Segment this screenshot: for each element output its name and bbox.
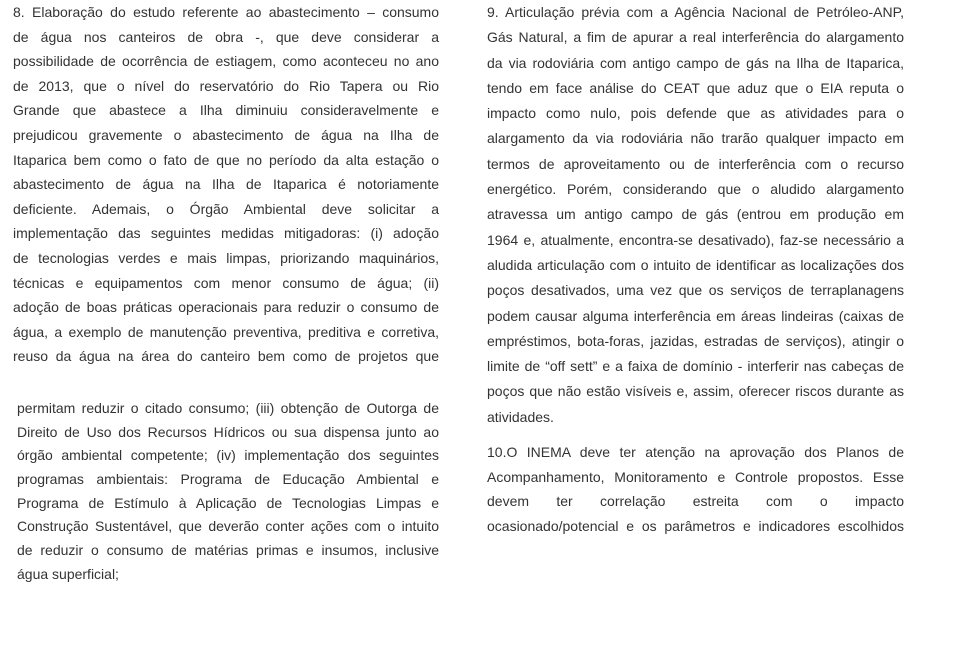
text-line: 10.O INEMA deve ter atenção na aprovação dos Planos de xyxy=(487,444,904,461)
text-line: Programa de Estímulo à Aplicação de Tecnologias Limpas e xyxy=(17,494,439,511)
text-line: ocasionado/potencial e os parâmetros e indicadores escolhidos xyxy=(487,518,904,535)
text-line: órgão ambiental competente; (iv) implementação dos seguintes xyxy=(17,447,439,464)
text-line: atravessa um antigo campo de gás (entrou em produção em xyxy=(487,206,904,223)
text-line: de água nos canteiros de obra -, que deve considerar a xyxy=(13,28,439,45)
text-line: alargamento da via rodoviária não trarão qualquer impacto em xyxy=(487,130,904,147)
paragraph-10 xyxy=(487,440,904,539)
text-line: devem ter correlação estreita com o impacto xyxy=(487,493,904,510)
text-line: abastecimento de água na Ilha de Itaparica é notoriamente xyxy=(13,176,439,193)
text-line: água, a exemplo de manutenção preventiva, preditiva e corretiva, xyxy=(13,323,439,340)
text-line: aludida articulação com o intuito de identificar as localizações dos xyxy=(487,256,904,273)
text-line: prejudicou gravemente o abastecimento de água na Ilha de xyxy=(13,126,439,143)
text-line: implementação das seguintes medidas mitigadoras: (i) adoção xyxy=(13,225,439,242)
text-line: empréstimos, bota-foras, jazidas, estradas de serviços), atingir o xyxy=(487,332,904,349)
text-line: Itaparica bem como o fato de que no período da alta estação o xyxy=(13,151,439,168)
left-column xyxy=(13,0,439,587)
text-line: água superficial; xyxy=(17,565,119,582)
text-line: da via rodoviária com antigo campo de gás na Ilha de Itaparica, xyxy=(487,54,904,71)
text-line: técnicas e equipamentos com menor consumo de água; (ii) xyxy=(13,274,439,291)
text-line: 9. Articulação prévia com a Agência Nacional de Petróleo-ANP, xyxy=(487,4,904,20)
text-line: possibilidade de ocorrência de estiagem, como aconteceu no ano xyxy=(13,53,439,70)
right-column xyxy=(487,0,904,539)
text-line: Direito de Uso dos Recursos Hídricos ou sua dispensa junto ao xyxy=(17,423,439,440)
text-line: deficiente. Ademais, o Órgão Ambiental deve solicitar a xyxy=(13,200,439,217)
text-line: 1964 e, atualmente, encontra-se desativado), faz-se necessário a xyxy=(487,231,904,248)
text-line: energético. Porém, considerando que o aludido alargamento xyxy=(487,181,904,198)
text-line: limite de “off sett” e a faixa de domínio - interferir nas cabeças de xyxy=(487,358,904,375)
text-line: adoção de boas práticas operacionais para reduzir o consumo de xyxy=(13,299,439,316)
text-line: Construção Sustentável, que deverão conter ações com o intuito xyxy=(17,518,439,535)
text-line: Gás Natural, a fim de apurar a real interferência do alargamento xyxy=(487,29,904,46)
paragraph-8 xyxy=(13,0,439,369)
text-line: de 2013, que o nível do reservatório do Rio Tapera ou Rio xyxy=(13,77,439,94)
text-line: poços desativados, uma vez que os serviços de terraplanagens xyxy=(487,282,904,299)
text-line: poços que não estão visíveis e, assim, oferecer riscos durante as xyxy=(487,383,904,400)
text-line: termos de aproveitamento ou de interferência com o recurso xyxy=(487,155,904,172)
paragraph-9 xyxy=(487,0,904,430)
text-line: programas ambientais: Programa de Educação Ambiental e xyxy=(17,471,439,488)
text-line: Acompanhamento, Monitoramento e Controle propostos. Esse xyxy=(487,468,904,485)
text-line: 8. Elaboração do estudo referente ao abastecimento – consumo xyxy=(13,4,439,20)
text-line: impacto como nulo, pois defende que as atividades para o xyxy=(487,105,904,122)
text-line: Grande que abastece a Ilha diminuiu consideravelmente e xyxy=(13,102,439,119)
paragraph-8-continuation xyxy=(17,397,439,587)
text-line: atividades. xyxy=(487,408,554,425)
text-line: reuso da água na área do canteiro bem como de projetos que xyxy=(13,348,439,365)
text-line: permitam reduzir o citado consumo; (iii) obtenção de Outorga de xyxy=(17,399,439,416)
text-line: tendo em face análise do CEAT que aduz que o EIA reputa o xyxy=(487,79,904,96)
text-line: de tecnologias verdes e mais limpas, priorizando maquinários, xyxy=(13,249,439,266)
text-line: de reduzir o consumo de matérias primas e insumos, inclusive xyxy=(17,542,439,559)
text-line: podem causar alguma interferência em áreas lindeiras (caixas de xyxy=(487,307,904,324)
